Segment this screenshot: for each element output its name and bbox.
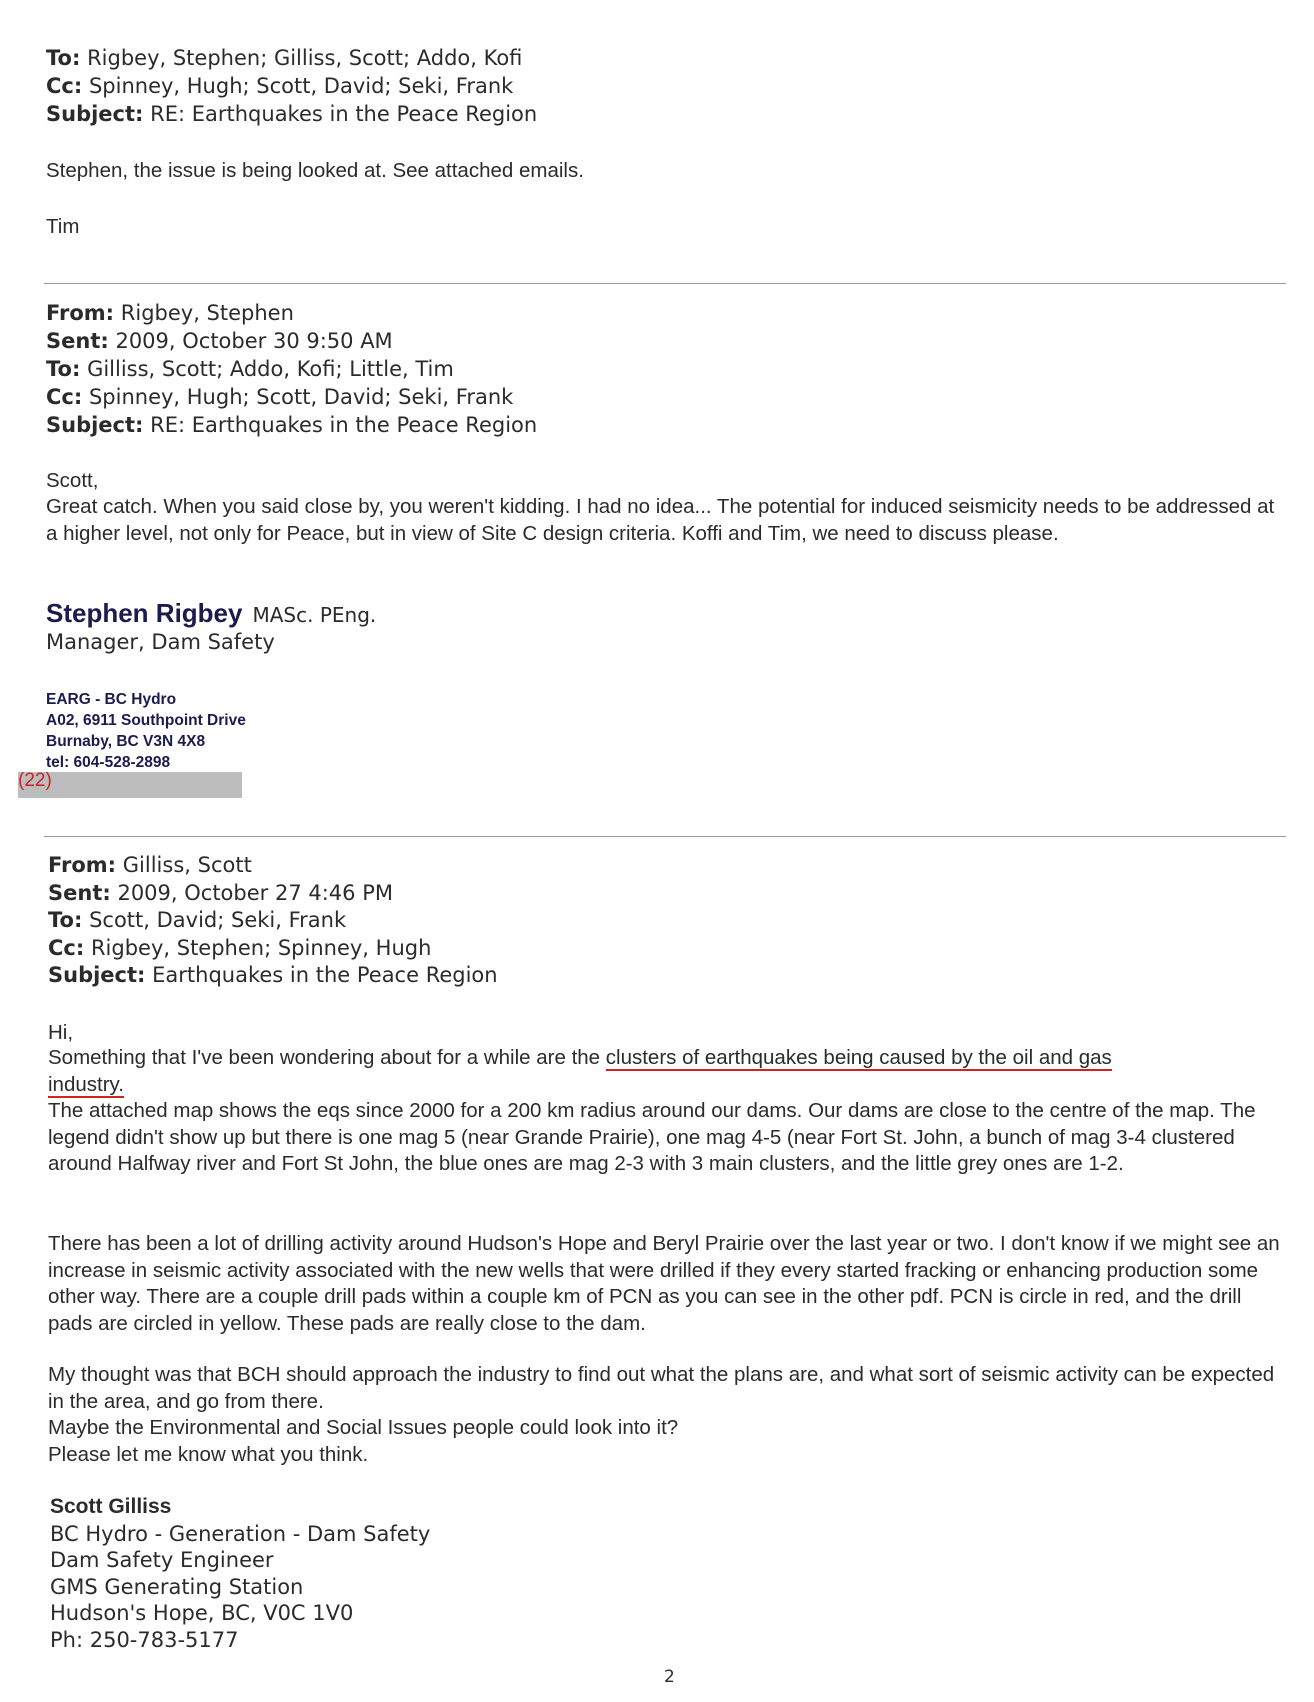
cc-label: Cc: (46, 385, 83, 409)
email3-signature (50, 1494, 430, 1653)
address-line: Burnaby, BC V3N 4X8 (46, 733, 206, 750)
email1-subject-line (46, 100, 537, 128)
email1-cc-line (46, 72, 513, 100)
page-number: 2 (664, 1667, 675, 1687)
email3-to: Scott, David; Seki, Frank (89, 908, 347, 932)
subject-label: Subject: (46, 413, 144, 437)
email2-subject: RE: Earthquakes in the Peace Region (150, 413, 538, 437)
email1-to-line (46, 44, 522, 72)
email2-subject-line (46, 411, 537, 439)
signature-line: BC Hydro - Generation - Dam Safety (50, 1521, 431, 1546)
p1-rest: The attached map shows the eqs since 2000 for a 200 km radius around our dams. Our dams are close to the centre of the map. The legend didn't show up but there is one mag 5 (near Grande Prairie), one mag 4-5 (near Fort St. John, a bunch of mag 3-4 clustered around Halfway river and Fort St John, the blue ones are mag 2-3 with 3 main clusters, and the little grey ones are 1-2. (48, 1099, 1256, 1175)
email3-paragraph-5: Please let me know what you think. (48, 1443, 369, 1466)
cc-label: Cc: (48, 936, 85, 960)
email2-cc-line (46, 383, 513, 411)
email3-paragraph-4: Maybe the Environmental and Social Issues people could look into it? (48, 1416, 679, 1439)
email2-signature-name (46, 598, 376, 629)
email2-cc: Spinney, Hugh; Scott, David; Seki, Frank (88, 385, 514, 409)
email3-cc-line (48, 934, 431, 962)
address-line: EARG - BC Hydro (46, 691, 177, 708)
email3-cc: Rigbey, Stephen; Spinney, Hugh (90, 936, 432, 960)
signature-line: GMS Generating Station (50, 1574, 304, 1599)
signature-line: Ph: 250-783-5177 (50, 1627, 239, 1652)
sent-label: Sent: (48, 881, 111, 905)
email3-subject: Earthquakes in the Peace Region (152, 963, 498, 987)
email2-to-line (46, 355, 454, 383)
from-label: From: (48, 853, 117, 877)
email2-from-line (46, 299, 294, 327)
signature-credentials: MASc. PEng. (252, 603, 377, 627)
signature-address (46, 689, 246, 773)
subject-label: Subject: (48, 963, 146, 987)
subject-label: Subject: (46, 102, 144, 126)
email3-to-line (48, 906, 346, 934)
email3-sent: 2009, October 27 4:46 PM (117, 881, 393, 905)
from-label: From: (46, 301, 115, 325)
email2-sent: 2009, October 30 9:50 AM (115, 329, 393, 353)
email3-paragraph-1 (48, 1045, 1290, 1178)
email1-cc: Spinney, Hugh; Scott, David; Seki, Frank (88, 74, 514, 98)
email1-body: Stephen, the issue is being looked at. See attached emails. (46, 159, 584, 182)
email2-body: Great catch. When you said close by, you weren't kidding. I had no idea... The potential for induced seismicity needs to be addressed at a higher level, not only for Peace, but in view of Site C design criteria. Koffi and Tim, we need to discuss please. (46, 495, 1275, 545)
email2-greeting: Scott, (46, 469, 99, 492)
cc-label: Cc: (46, 74, 83, 98)
email3-paragraph-2: There has been a lot of drilling activity around Hudson's Hope and Beryl Prairie over the last year or two. I don't know if we might see an increase in seismic activity associated with the new wells that were drilled if they every started fracking or enhancing production some other way. There are a couple drill pads within a couple km of PCN as you can see in the other pdf. PCN is circle in red, and the drill pads are circled in yellow. These pads are really close to the dam. (48, 1232, 1280, 1335)
email2-to: Gilliss, Scott; Addo, Kofi; Little, Tim (87, 357, 454, 381)
sent-label: Sent: (46, 329, 109, 353)
email1-signoff: Tim (46, 215, 80, 238)
signature-title: Manager, Dam Safety (46, 630, 275, 654)
email2-sent-line (46, 327, 393, 355)
email2-from: Rigbey, Stephen (120, 301, 294, 325)
email1-to: Rigbey, Stephen; Gilliss, Scott; Addo, Kofi (87, 46, 523, 70)
signature-line: Dam Safety Engineer (50, 1548, 274, 1572)
to-label: To: (48, 908, 83, 932)
signature-name: Stephen Rigbey (46, 598, 243, 628)
redaction-label: (22) (18, 770, 52, 791)
email3-subject-line (48, 961, 498, 989)
signature-line: Hudson's Hope, BC, V0C 1V0 (50, 1601, 354, 1625)
email1-subject: RE: Earthquakes in the Peace Region (150, 102, 538, 126)
signature-name: Scott Gilliss (50, 1495, 172, 1518)
p1-start: Something that I've been wondering about for a while are the (48, 1046, 606, 1069)
email3-sent-line (48, 879, 393, 907)
email3-from: Gilliss, Scott (122, 853, 252, 877)
email3-from-line (48, 851, 252, 879)
divider (44, 283, 1286, 284)
address-line: A02, 6911 Southpoint Drive (46, 712, 246, 729)
email3-greeting: Hi, (48, 1021, 74, 1044)
to-label: To: (46, 46, 81, 70)
address-line: tel: 604-528-2898 (46, 754, 171, 771)
to-label: To: (46, 357, 81, 381)
underlined-phrase: clusters of earthquakes being caused by the oil and gas (605, 1046, 1112, 1069)
email3-paragraph-3: My thought was that BCH should approach the industry to find out what the plans are, and what sort of seismic activity can be expected in the area, and go from there. (48, 1363, 1275, 1413)
underlined-phrase-end: industry. (48, 1072, 124, 1096)
divider (44, 836, 1286, 837)
